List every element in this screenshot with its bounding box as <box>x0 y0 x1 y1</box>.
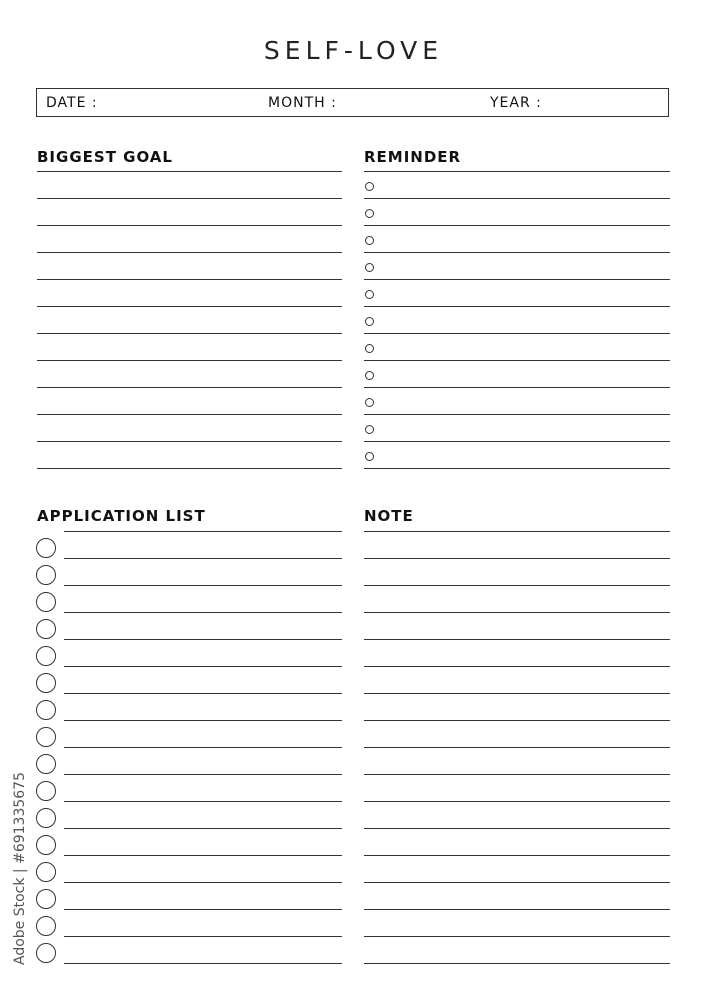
application-checkbox[interactable] <box>36 727 56 747</box>
reminder-line[interactable] <box>364 468 670 469</box>
page-title: SELF-LOVE <box>263 36 444 65</box>
goal-write-line[interactable] <box>37 171 342 172</box>
reminder-line[interactable] <box>364 198 670 199</box>
reminder-line[interactable] <box>364 360 670 361</box>
goal-write-line[interactable] <box>37 414 342 415</box>
reminder-line[interactable] <box>364 306 670 307</box>
application-checkbox[interactable] <box>36 673 56 693</box>
application-line[interactable] <box>64 531 342 532</box>
application-line[interactable] <box>64 882 342 883</box>
application-checkbox[interactable] <box>36 754 56 774</box>
goal-write-line[interactable] <box>37 333 342 334</box>
reminder-checkbox[interactable] <box>365 263 374 272</box>
application-line[interactable] <box>64 585 342 586</box>
goal-write-line[interactable] <box>37 225 342 226</box>
reminder-line[interactable] <box>364 333 670 334</box>
application-checkbox[interactable] <box>36 700 56 720</box>
note-title: NOTE <box>364 507 414 525</box>
goal-write-line[interactable] <box>37 360 342 361</box>
note-line[interactable] <box>364 828 670 829</box>
application-checkbox[interactable] <box>36 943 56 963</box>
note-line[interactable] <box>364 882 670 883</box>
goal-write-line[interactable] <box>37 252 342 253</box>
note-line[interactable] <box>364 747 670 748</box>
note-line[interactable] <box>364 720 670 721</box>
note-line[interactable] <box>364 612 670 613</box>
note-line[interactable] <box>364 585 670 586</box>
note-line[interactable] <box>364 855 670 856</box>
application-checkbox[interactable] <box>36 808 56 828</box>
biggest-goal-title: BIGGEST GOAL <box>37 148 173 166</box>
application-checkbox[interactable] <box>36 592 56 612</box>
year-label: YEAR : <box>490 95 542 111</box>
note-line[interactable] <box>364 666 670 667</box>
application-line[interactable] <box>64 720 342 721</box>
goal-write-line[interactable] <box>37 468 342 469</box>
note-line[interactable] <box>364 531 670 532</box>
note-line[interactable] <box>364 639 670 640</box>
goal-write-line[interactable] <box>37 306 342 307</box>
application-line[interactable] <box>64 963 342 964</box>
reminder-checkbox[interactable] <box>365 209 374 218</box>
application-checkbox[interactable] <box>36 646 56 666</box>
goal-write-line[interactable] <box>37 279 342 280</box>
application-line[interactable] <box>64 612 342 613</box>
application-checkbox[interactable] <box>36 835 56 855</box>
date-bar <box>36 88 669 117</box>
reminder-checkbox[interactable] <box>365 371 374 380</box>
reminder-line[interactable] <box>364 279 670 280</box>
reminder-checkbox[interactable] <box>365 290 374 299</box>
application-checkbox[interactable] <box>36 565 56 585</box>
application-checkbox[interactable] <box>36 889 56 909</box>
reminder-checkbox[interactable] <box>365 317 374 326</box>
note-line[interactable] <box>364 963 670 964</box>
application-checkbox[interactable] <box>36 538 56 558</box>
application-checkbox[interactable] <box>36 781 56 801</box>
goal-write-line[interactable] <box>37 198 342 199</box>
note-line[interactable] <box>364 774 670 775</box>
application-checkbox[interactable] <box>36 862 56 882</box>
note-line[interactable] <box>364 936 670 937</box>
application-line[interactable] <box>64 558 342 559</box>
note-line[interactable] <box>364 558 670 559</box>
application-line[interactable] <box>64 666 342 667</box>
stock-watermark: Adobe Stock | #691335675 <box>12 772 28 965</box>
application-line[interactable] <box>64 801 342 802</box>
reminder-line[interactable] <box>364 441 670 442</box>
note-line[interactable] <box>364 693 670 694</box>
application-checkbox[interactable] <box>36 916 56 936</box>
application-line[interactable] <box>64 855 342 856</box>
application-line[interactable] <box>64 936 342 937</box>
goal-write-line[interactable] <box>37 441 342 442</box>
application-checkbox[interactable] <box>36 619 56 639</box>
reminder-line[interactable] <box>364 225 670 226</box>
goal-write-line[interactable] <box>37 387 342 388</box>
application-line[interactable] <box>64 693 342 694</box>
reminder-checkbox[interactable] <box>365 398 374 407</box>
reminder-checkbox[interactable] <box>365 182 374 191</box>
application-line[interactable] <box>64 909 342 910</box>
reminder-line[interactable] <box>364 387 670 388</box>
reminder-line[interactable] <box>364 414 670 415</box>
application-list-title: APPLICATION LIST <box>37 507 206 525</box>
application-line[interactable] <box>64 828 342 829</box>
application-line[interactable] <box>64 747 342 748</box>
reminder-checkbox[interactable] <box>365 236 374 245</box>
note-line[interactable] <box>364 801 670 802</box>
reminder-line[interactable] <box>364 252 670 253</box>
reminder-checkbox[interactable] <box>365 425 374 434</box>
reminder-checkbox[interactable] <box>365 452 374 461</box>
reminder-title: REMINDER <box>364 148 462 166</box>
note-line[interactable] <box>364 909 670 910</box>
date-label: DATE : <box>46 95 98 111</box>
application-line[interactable] <box>64 774 342 775</box>
month-label: MONTH : <box>268 95 337 111</box>
reminder-line[interactable] <box>364 171 670 172</box>
application-line[interactable] <box>64 639 342 640</box>
reminder-checkbox[interactable] <box>365 344 374 353</box>
